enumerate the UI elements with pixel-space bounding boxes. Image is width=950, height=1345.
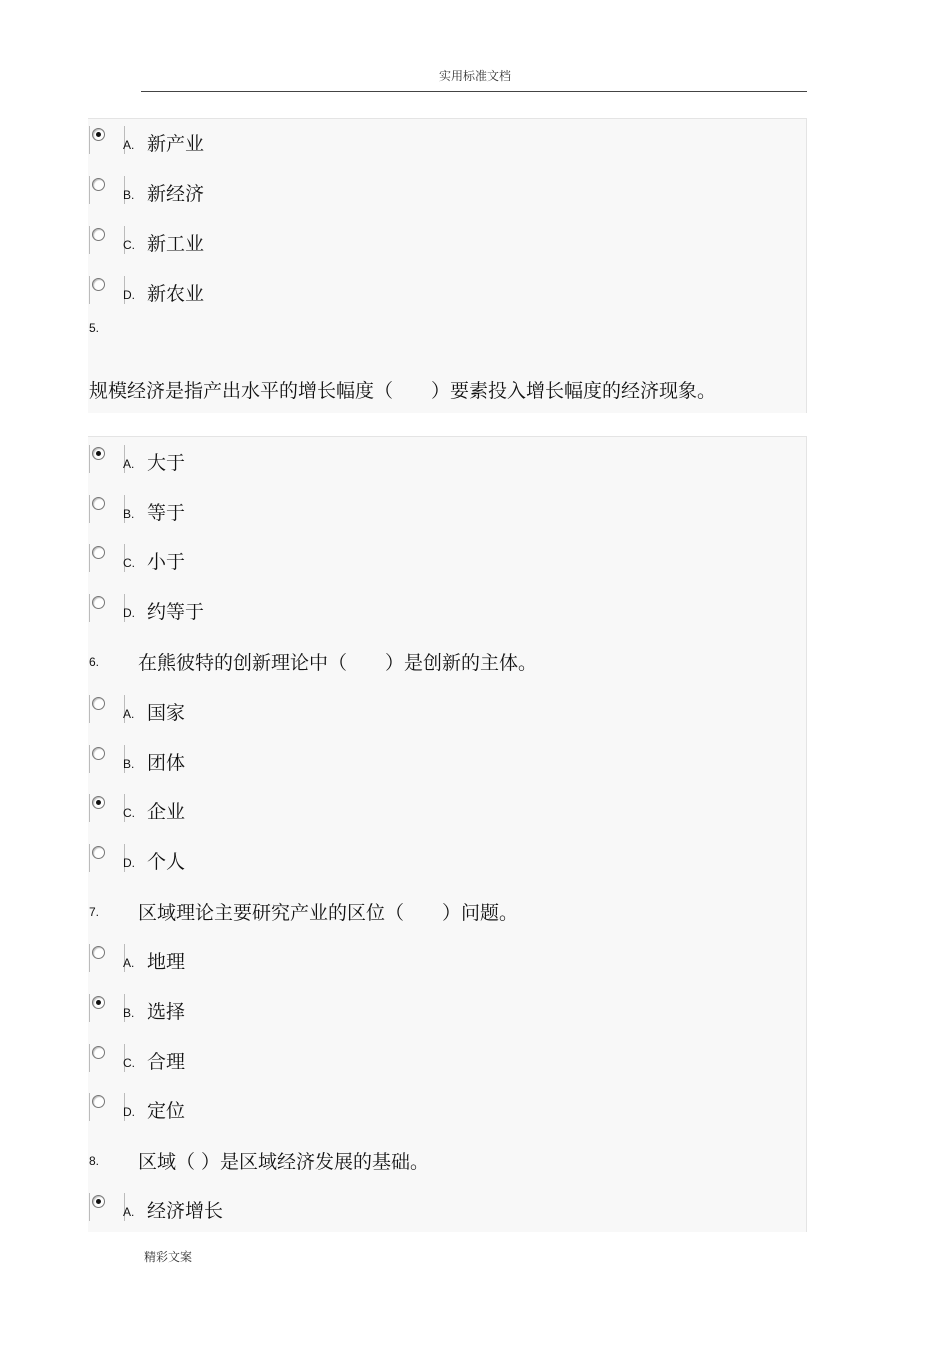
- radio-button[interactable]: [92, 596, 105, 609]
- radio-frame: [89, 495, 125, 523]
- option-text: 等于: [147, 502, 186, 524]
- question-text: 在熊彼特的创新理论中（ ）是创新的主体。: [138, 652, 538, 674]
- option-text: 小于: [147, 551, 186, 573]
- radio-frame: [89, 745, 125, 773]
- radio-button[interactable]: [92, 1095, 105, 1108]
- option-letter: C.: [123, 1056, 135, 1070]
- option-text: 地理: [147, 951, 186, 973]
- option-letter: D.: [123, 1105, 135, 1119]
- radio-frame: [89, 1193, 125, 1221]
- radio-frame: [89, 594, 125, 622]
- radio-frame: [89, 695, 125, 723]
- option-text: 合理: [147, 1051, 186, 1073]
- question-panel-1: [88, 118, 807, 413]
- radio-frame: [89, 445, 125, 473]
- radio-frame: [89, 944, 125, 972]
- question-text: 区域（ ）是区域经济发展的基础。: [138, 1151, 430, 1173]
- option-letter: B.: [123, 1006, 135, 1020]
- radio-button[interactable]: [92, 846, 105, 859]
- radio-button[interactable]: [92, 946, 105, 959]
- option-letter: C.: [123, 238, 135, 252]
- option-letter: D.: [123, 288, 135, 302]
- radio-button[interactable]: [92, 178, 105, 191]
- option-letter: A.: [123, 1205, 135, 1219]
- radio-frame: [89, 544, 125, 572]
- radio-frame: [89, 176, 125, 204]
- radio-button[interactable]: [92, 1195, 105, 1208]
- radio-frame: [89, 994, 125, 1022]
- option-letter: A.: [123, 138, 135, 152]
- radio-frame: [89, 226, 125, 254]
- option-text: 经济增长: [147, 1200, 224, 1222]
- option-letter: A.: [123, 956, 135, 970]
- option-text: 约等于: [147, 601, 205, 623]
- question-text: 区域理论主要研究产业的区位（ ）问题。: [138, 902, 519, 924]
- radio-frame: [89, 1093, 125, 1121]
- page-footer: 精彩文案: [144, 1250, 193, 1264]
- radio-frame: [89, 844, 125, 872]
- radio-frame: [89, 794, 125, 822]
- option-letter: B.: [123, 757, 135, 771]
- option-text: 国家: [147, 702, 186, 724]
- option-text: 定位: [147, 1100, 186, 1122]
- option-text: 新产业: [147, 133, 205, 155]
- option-letter: A.: [123, 707, 135, 721]
- radio-button[interactable]: [92, 697, 105, 710]
- radio-button[interactable]: [92, 747, 105, 760]
- option-letter: C.: [123, 806, 135, 820]
- option-text: 大于: [147, 452, 186, 474]
- radio-button[interactable]: [92, 796, 105, 809]
- question-panel-2: [88, 436, 807, 1232]
- radio-button[interactable]: [92, 546, 105, 559]
- option-letter: D.: [123, 856, 135, 870]
- radio-frame: [89, 276, 125, 304]
- question-number: 8.: [89, 1154, 100, 1168]
- question-number: 7.: [89, 905, 100, 919]
- option-text: 新农业: [147, 283, 205, 305]
- option-text: 企业: [147, 801, 186, 823]
- radio-button[interactable]: [92, 447, 105, 460]
- radio-button[interactable]: [92, 996, 105, 1009]
- radio-button[interactable]: [92, 278, 105, 291]
- option-letter: A.: [123, 457, 135, 471]
- option-letter: B.: [123, 507, 135, 521]
- radio-button[interactable]: [92, 128, 105, 141]
- option-text: 个人: [147, 851, 186, 873]
- page-header: 实用标准文档: [438, 69, 511, 83]
- option-letter: D.: [123, 606, 135, 620]
- option-text: 团体: [147, 752, 186, 774]
- option-letter: B.: [123, 188, 135, 202]
- question-text: 规模经济是指产出水平的增长幅度（ ）要素投入增长幅度的经济现象。: [89, 380, 717, 402]
- option-text: 新工业: [147, 233, 205, 255]
- option-text: 新经济: [147, 183, 205, 205]
- radio-button[interactable]: [92, 1046, 105, 1059]
- header-divider: [141, 91, 807, 92]
- radio-frame: [89, 1044, 125, 1072]
- question-number: 5.: [89, 321, 100, 335]
- question-number: 6.: [89, 655, 100, 669]
- option-text: 选择: [147, 1001, 186, 1023]
- radio-button[interactable]: [92, 228, 105, 241]
- radio-button[interactable]: [92, 497, 105, 510]
- radio-frame: [89, 126, 125, 154]
- option-letter: C.: [123, 556, 135, 570]
